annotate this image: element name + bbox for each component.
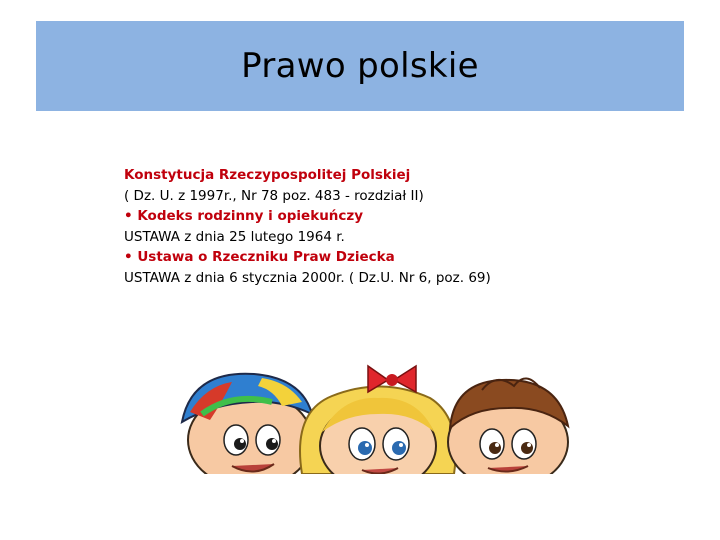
- ombudsman-act-reference: USTAWA z dnia 6 stycznia 2000r. ( Dz.U. Nr 6, poz. 69): [124, 269, 491, 286]
- family-code-heading: • Kodeks rodzinny i opiekuńczy: [124, 208, 364, 224]
- constitution-heading: Konstytucja Rzeczypospolitej Polskiej: [124, 167, 411, 183]
- content-text-block: [124, 165, 684, 288]
- boy-brown-hair-figure: [448, 378, 568, 474]
- slide-title: Prawo polskie: [241, 46, 479, 86]
- boy-with-cap-figure: [182, 374, 312, 474]
- cartoon-children-image: [162, 362, 598, 474]
- girl-with-bow-figure: [300, 366, 456, 474]
- ombudsman-act-heading: • Ustawa o Rzeczniku Praw Dziecka: [124, 249, 395, 265]
- family-code-reference: USTAWA z dnia 25 lutego 1964 r.: [124, 228, 345, 245]
- constitution-reference: ( Dz. U. z 1997r., Nr 78 poz. 483 - rozdział II): [124, 187, 424, 204]
- children-illustration: [162, 362, 598, 474]
- title-band: [36, 21, 684, 111]
